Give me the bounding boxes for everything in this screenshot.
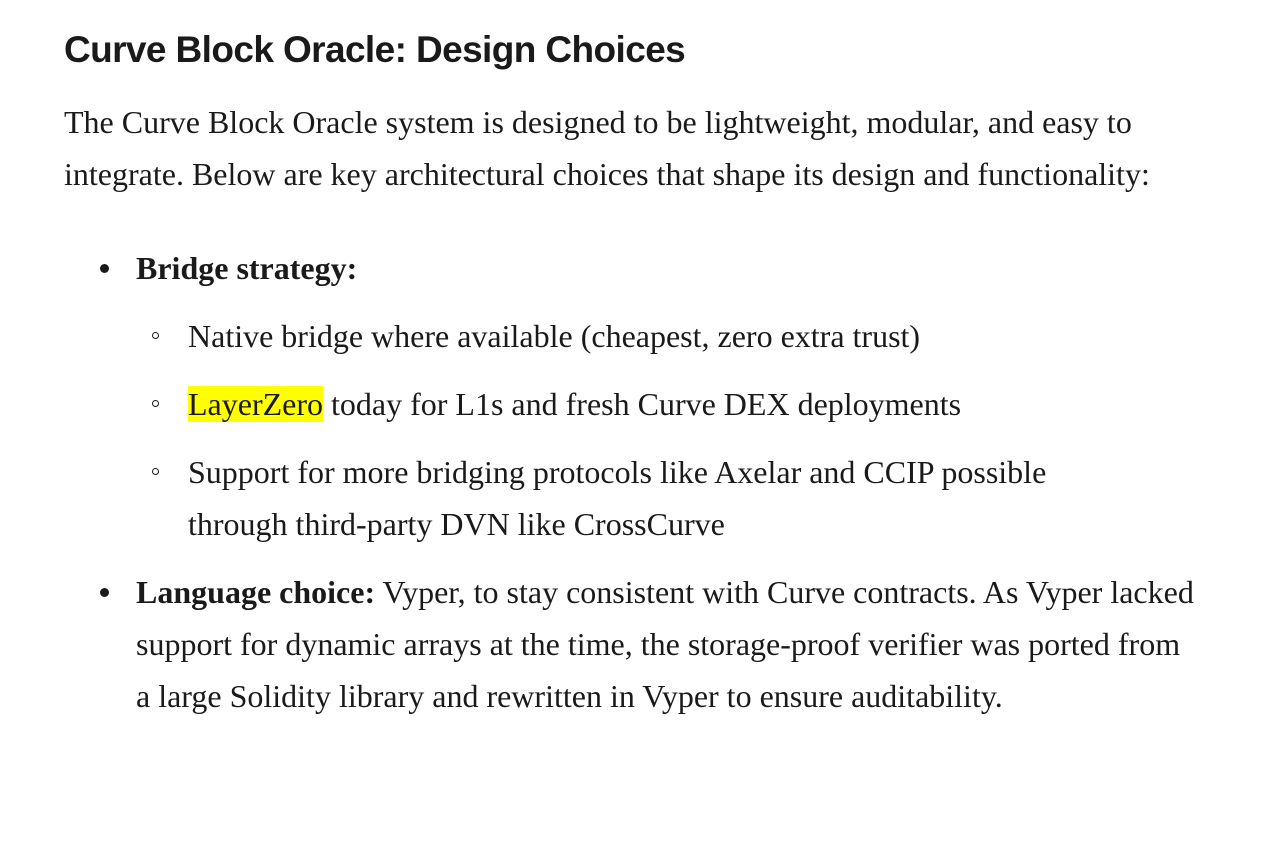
bridge-strategy-sublist — [136, 310, 1234, 550]
sub-item-native-bridge — [136, 310, 1234, 362]
language-choice-text: Vyper, to stay consistent with Curve contracts. As Vyper lacked support for dynamic arrays at the time, the storage-proof verifier was ported from a large Solidity library and rewritten in Vyper to ensure auditability. — [136, 574, 1194, 714]
more-protocols-text: Support for more bridging protocols like Axelar and CCIP possible through third-party DVN like CrossCurve — [188, 454, 1047, 542]
list-item-bridge-strategy — [64, 242, 1234, 550]
list-item-language-choice — [64, 566, 1196, 722]
bullet-disc-icon — [100, 264, 109, 273]
layerzero-text: today for L1s and fresh Curve DEX deployments — [323, 386, 962, 422]
bullet-disc-icon — [100, 588, 109, 597]
bullet-circle-icon — [152, 400, 159, 407]
sub-item-more-protocols — [136, 446, 1148, 550]
layerzero-highlight: LayerZero — [188, 386, 324, 422]
native-bridge-text: Native bridge where available (cheapest, zero extra trust) — [188, 318, 921, 354]
bullet-circle-icon — [152, 468, 159, 475]
bridge-strategy-label: Bridge strategy: — [136, 250, 358, 286]
bullet-circle-icon — [152, 332, 159, 339]
design-choices-list — [64, 242, 1234, 722]
intro-paragraph: The Curve Block Oracle system is designed to be lightweight, modular, and easy to integrate. Below are key architectural choices that shape its design and functionality: — [64, 104, 1150, 192]
language-choice-label: Language choice: — [136, 574, 376, 610]
sub-item-layerzero — [136, 378, 1234, 430]
section-heading: Curve Block Oracle: Design Choices — [64, 29, 686, 70]
